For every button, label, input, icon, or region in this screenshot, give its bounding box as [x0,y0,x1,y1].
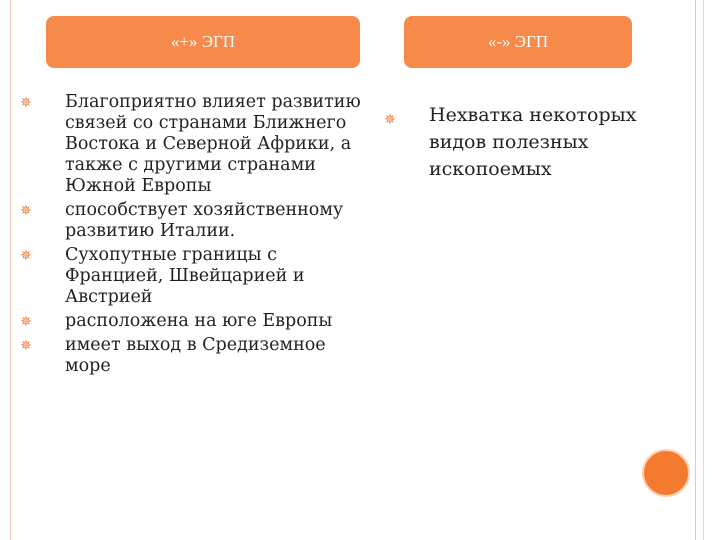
left-header-label: «+» ЭГП [170,32,236,51]
bullet-icon: ✵ [20,95,32,111]
list-item-text: Благоприятно влияет развитию связей со странами Ближнего Востока и Северной Африки, а также с другими странами Южной Европы [65,92,361,196]
edge-line-right-2 [703,0,704,540]
bullet-icon: ✵ [384,112,396,128]
advantages-list [20,92,370,380]
list-item [20,245,370,308]
bullet-icon: ✵ [20,338,32,354]
orange-circle-decoration [642,449,690,497]
list-item-text: имеет выход в Средиземное море [65,335,326,376]
bullet-icon: ✵ [20,248,32,264]
bullet-icon: ✵ [20,314,32,330]
edge-line-left [10,0,11,540]
list-item [20,311,370,332]
list-item [20,92,370,197]
list-item [20,200,370,242]
list-item-text: Сухопутные границы с Францией, Швейцарией и Австрией [65,245,305,307]
left-column-header [46,16,360,68]
list-item-text: расположена на юге Европы [65,311,333,331]
bullet-icon: ✵ [20,203,32,219]
right-column-header [404,16,632,68]
list-item-text: способствует хозяйственному развитию Италии. [65,200,344,241]
list-item [384,102,644,183]
list-item-text: Нехватка некоторых видов полезных ископоемых [429,104,637,180]
list-item [20,335,370,377]
edge-line-right-1 [695,0,696,540]
right-header-label: «-» ЭГП [487,32,549,51]
disadvantages-list [384,102,644,183]
